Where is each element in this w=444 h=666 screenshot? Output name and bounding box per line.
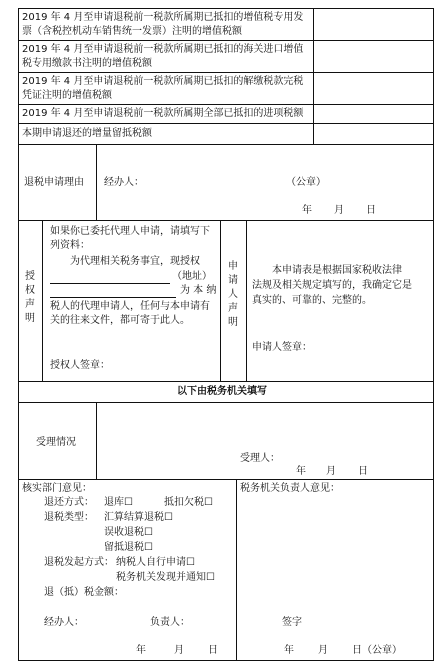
rule-decl-side (246, 220, 247, 381)
verification-manager: 负责人： (150, 617, 190, 628)
refund-type-label: 退税类型： (44, 512, 94, 523)
verification-title: 核实部门意见： (22, 483, 92, 494)
refund-method-label: 退还方式： (44, 497, 94, 508)
row-3-line-2: 凭证注明的增值税额 (22, 90, 112, 101)
rule-auth (18, 381, 434, 382)
auth-blank-2 (50, 297, 176, 298)
refund-method-treasury[interactable]: 退库☐ (104, 497, 133, 508)
authority-sign: 签字 (282, 617, 302, 628)
rule-data-col (313, 8, 314, 144)
reason-year: 年 (302, 205, 312, 216)
refund-method-offset[interactable]: 抵扣欠税☐ (164, 497, 213, 508)
rule-accept (18, 479, 434, 480)
rule-reason (18, 220, 434, 221)
auth-line-2: 列资料： (50, 240, 90, 251)
rule-right (433, 8, 434, 661)
refund-type-mistaken[interactable]: 误收退税☐ (104, 527, 153, 538)
row-5: 本期申请退还的增量留抵税额 (22, 128, 152, 139)
reason-label: 退税申请理由 (24, 177, 84, 188)
verification-month: 月 (174, 645, 184, 656)
refund-origin-authority[interactable]: 税务机关发现并通知☐ (116, 572, 215, 583)
rule-r1 (18, 40, 434, 41)
applicant-signature: 申请人签章： (252, 342, 312, 353)
authorization-side-label: 授权声明 (25, 271, 35, 324)
rule-reason-col (96, 144, 97, 220)
rule-tax-heading (18, 402, 434, 403)
verification-agent: 经办人： (44, 617, 84, 628)
verification-day: 日 (208, 645, 218, 656)
refund-origin-label: 退税发起方式： (44, 557, 114, 568)
auth-blank-1 (50, 283, 170, 284)
auth-line-3: 为代理相关税务事宜，现授权 (70, 256, 200, 267)
auth-line-7: 关的往来文件，都可寄于此人。 (50, 315, 190, 326)
decl-line-2: 法规及相关规定填写的，我确定它是 (252, 280, 412, 291)
authority-day-seal: 日（公章） (352, 645, 402, 656)
authority-opinion-title: 税务机关负责人意见： (240, 483, 340, 494)
rule-auth-mid (220, 220, 221, 381)
rule-accept-col (96, 402, 97, 479)
tax-section-heading: 以下由税务机关填写 (177, 386, 267, 397)
refund-type-retained[interactable]: 留抵退税☐ (104, 542, 153, 553)
reason-month: 月 (334, 205, 344, 216)
row-1-line-2: 票（含税控机动车销售统一发票）注明的增值税额 (22, 26, 242, 37)
rule-r3 (18, 104, 434, 105)
refund-origin-self[interactable]: 纳税人自行申请☐ (116, 557, 195, 568)
rule-r4 (18, 123, 434, 124)
refund-amount-label: 退（抵）税金额： (44, 587, 124, 598)
acceptance-month: 月 (326, 466, 336, 477)
row-4: 2019 年 4 月至申请退税前一税款所属期全部已抵扣的进项税额 (22, 108, 304, 119)
reason-day: 日 (366, 205, 376, 216)
authorizer-signature: 授权人签章： (50, 360, 110, 371)
decl-line-3: 真实的、可靠的、完整的。 (252, 295, 372, 306)
decl-line-1: 本申请表是根据国家税收法律 (272, 265, 402, 276)
rule-top (18, 8, 434, 9)
refund-type-settlement[interactable]: 汇算结算退税☐ (104, 512, 173, 523)
row-2-line-1: 2019 年 4 月至申请退税前一税款所属期已抵扣的海关进口增值 (22, 44, 304, 55)
auth-line-5: 为 本 纳 (180, 285, 217, 296)
auth-line-4: （地址） (172, 271, 212, 282)
reason-seal: （公章） (286, 177, 326, 188)
authority-month: 月 (318, 645, 328, 656)
reason-agent: 经办人： (104, 177, 144, 188)
row-1-line-1: 2019 年 4 月至申请退税前一税款所属期已抵扣的增值税专用发 (22, 12, 304, 23)
acceptance-year: 年 (296, 466, 306, 477)
rule-bottom (18, 660, 434, 661)
rule-bottom-mid (236, 479, 237, 660)
rule-left (18, 8, 19, 661)
verification-year: 年 (136, 645, 146, 656)
acceptance-day: 日 (358, 466, 368, 477)
authority-year: 年 (284, 645, 294, 656)
acceptance-label: 受理情况 (36, 437, 76, 448)
row-2-line-2: 税专用缴款书注明的增值税额 (22, 58, 152, 69)
rule-r2 (18, 72, 434, 73)
rule-r5 (18, 144, 434, 145)
auth-line-6: 税人的代理申请人，任何与本申请有 (50, 301, 210, 312)
auth-line-1: 如果你已委托代理人申请，请填写下 (50, 226, 210, 237)
row-3-line-1: 2019 年 4 月至申请退税前一税款所属期已抵扣的解缴税款完税 (22, 76, 304, 87)
declaration-side-label: 申请人声明 (228, 261, 238, 328)
acceptance-receiver: 受理人： (240, 453, 280, 464)
rule-auth-side (42, 220, 43, 381)
